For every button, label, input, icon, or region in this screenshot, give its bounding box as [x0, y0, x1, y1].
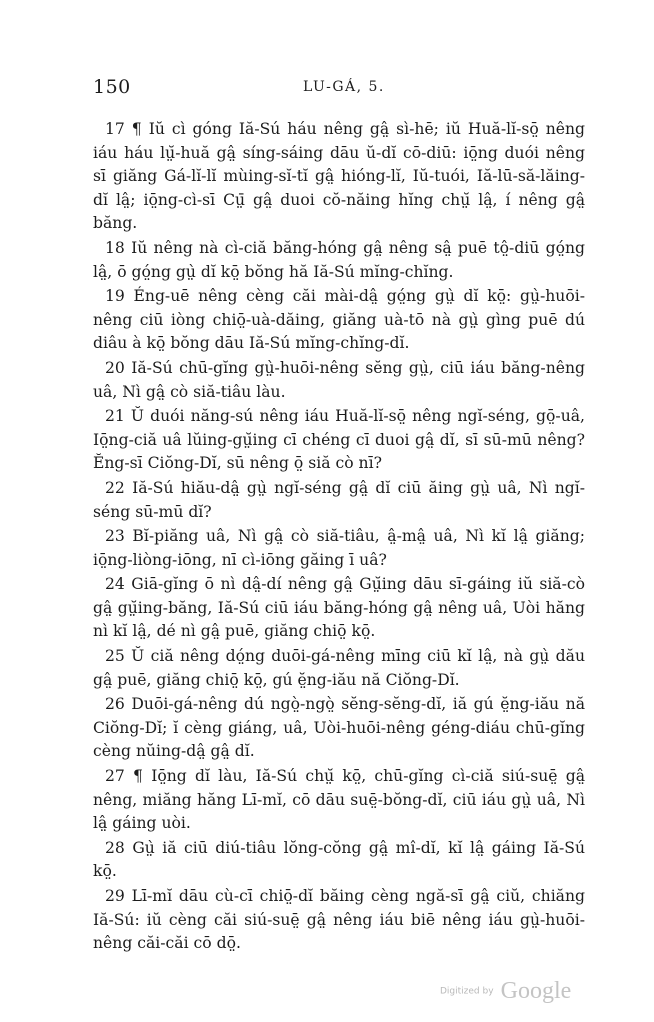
verse-22: 22 Iă-Sú hiău-dâ̤ gṳ̀ ngĭ-séng gâ̤ dĭ ciū ăing gṳ̀ uâ, Nì ngĭ-séng sū-mū dĭ? [93, 478, 585, 521]
verse-29: 29 Lī-mĭ dāu cù-cī chiō̤-dĭ băing cèng ngă-sī gâ̤ ciŭ, chiăng Iă-Sú: iŭ cèng căi siú-suē̤ gâ̤ nêng iáu biē nêng iáu gṳ̀-huōi-nêng căi-căi cō dō̤. [93, 887, 585, 953]
verse-18: 18 Iŭ nêng nà cì-ciă băng-hóng gâ̤ nêng sâ̤ puē tô̤-diū gó̤ng lâ̤, ō gó̤ng gṳ̀ dĭ kō̤ bŏng hă Iă-Sú mĭng-chĭng. [93, 238, 585, 281]
verse-20: 20 Iă-Sú chū-gĭng gṳ̀-huōi-nêng sĕng gṳ̀, ciū iáu băng-nêng uâ, Nì gâ̤ cò siă-tiâu làu. [93, 358, 585, 401]
verse-23: 23 Bĭ-piăng uâ, Nì gâ̤ cò siă-tiâu, â̤-mâ̤ uâ, Nì kĭ lâ̤ giăng; iō̤ng-liòng-iōng, nī cì-iōng găing ī uâ? [93, 527, 585, 569]
verse-19: 19 Éng-uē nêng cèng căi mài-dâ̤ gó̤ng gṳ̀ dĭ kō̤: gṳ̀-huōi-nêng ciū iòng chiō̤-uà-dăing, giăng uà-tō nà gṳ̀ gìng puē dú diâu à kō̤ bŏng dāu Iă-Sú mĭng-chĭng-dĭ. [93, 287, 585, 353]
verse-27: 27 ¶ Iō̤ng dĭ làu, Iă-Sú chṳ̆ kō̤, chū-gĭng cì-ciă siú-suē̤ gâ̤ nêng, miăng hăng Lī-mĭ, cō dāu suē̤-bŏng-dĭ, ciū iáu gṳ̀ uâ, Nì lâ̤ gáing uòi. [93, 767, 585, 833]
google-logo-text: Google [500, 978, 572, 1004]
verse-28: 28 Gṳ̀ iă ciū diú-tiâu lŏng-cŏng gâ̤ mî-dĭ, kĭ lâ̤ gáing Iă-Sú kō̤. [93, 838, 585, 881]
verse-list [93, 118, 585, 957]
page-number: 150 [93, 76, 131, 98]
verse-26: 26 Duōi-gá-nêng dú ngò̤-ngò̤ sĕng-sĕng-dĭ, iă gú ĕ̤ng-iău nă Ciŏng-Dĭ; ĭ cèng giáng, uâ, Uòi-huōi-nêng géng-diáu chū-gĭng cèng nŭing-dâ̤ gâ̤ dĭ. [93, 695, 585, 761]
page-header [93, 76, 583, 100]
verse-25: 25 Ŭ ciă nêng dó̤ng duōi-gá-nêng mīng ciū kĭ lâ̤, nà gṳ̀ dău gâ̤ puē, giăng chiō̤ kō̤, gú ĕ̤ng-iău nă Ciŏng-Dĭ. [93, 647, 585, 689]
verse-17: 17 ¶ Iŭ cì góng Iă-Sú háu nêng gâ̤ sì-hē; iŭ Huă-lĭ-sō̤ nêng iáu háu lṳ̆-huă gâ̤ síng-sáing dāu ŭ-dĭ cō-diū: iō̤ng duói nêng sī giăng Gá-lĭ-lĭ mùing-sĭ-tĭ gâ̤ hióng-lĭ, Iŭ-tuói, Iă-lū-să-lăing-dĭ lâ̤; iō̤ng-cì-sī Cṳ̄ gâ̤ duoi cŏ-năing hĭng chṳ̆ lâ̤, í nêng gâ̤ băng. [93, 120, 585, 233]
verse-24: 24 Giā-gĭng ō nì dâ̤-dí nêng gâ̤ Gṳ̆ing dāu sī-gáing iŭ siă-cò gâ̤ gṳ̆ing-băng, Iă-Sú ciū iáu băng-hóng gâ̤ nêng uâ, Uòi hăng nì kĭ lâ̤, dé nì gâ̤ puē, giăng chiō̤ kō̤. [93, 575, 585, 641]
digitized-watermark [440, 978, 571, 1005]
verse-21: 21 Ŭ duói năng-sú nêng iáu Huă-lĭ-sō̤ nêng ngĭ-séng, gō̤-uâ, Iō̤ng-ciă uâ lŭing-gṳ̆ing cī chéng cī duoi gâ̤ dĭ, sī sū-mū nêng? Ĕng-sī Ciŏng-Dĭ, sū nêng ō̤ siă cò nī? [93, 407, 585, 473]
running-head: LU-GÁ, 5. [303, 79, 385, 95]
digitized-by-label: Digitized by [440, 986, 494, 997]
